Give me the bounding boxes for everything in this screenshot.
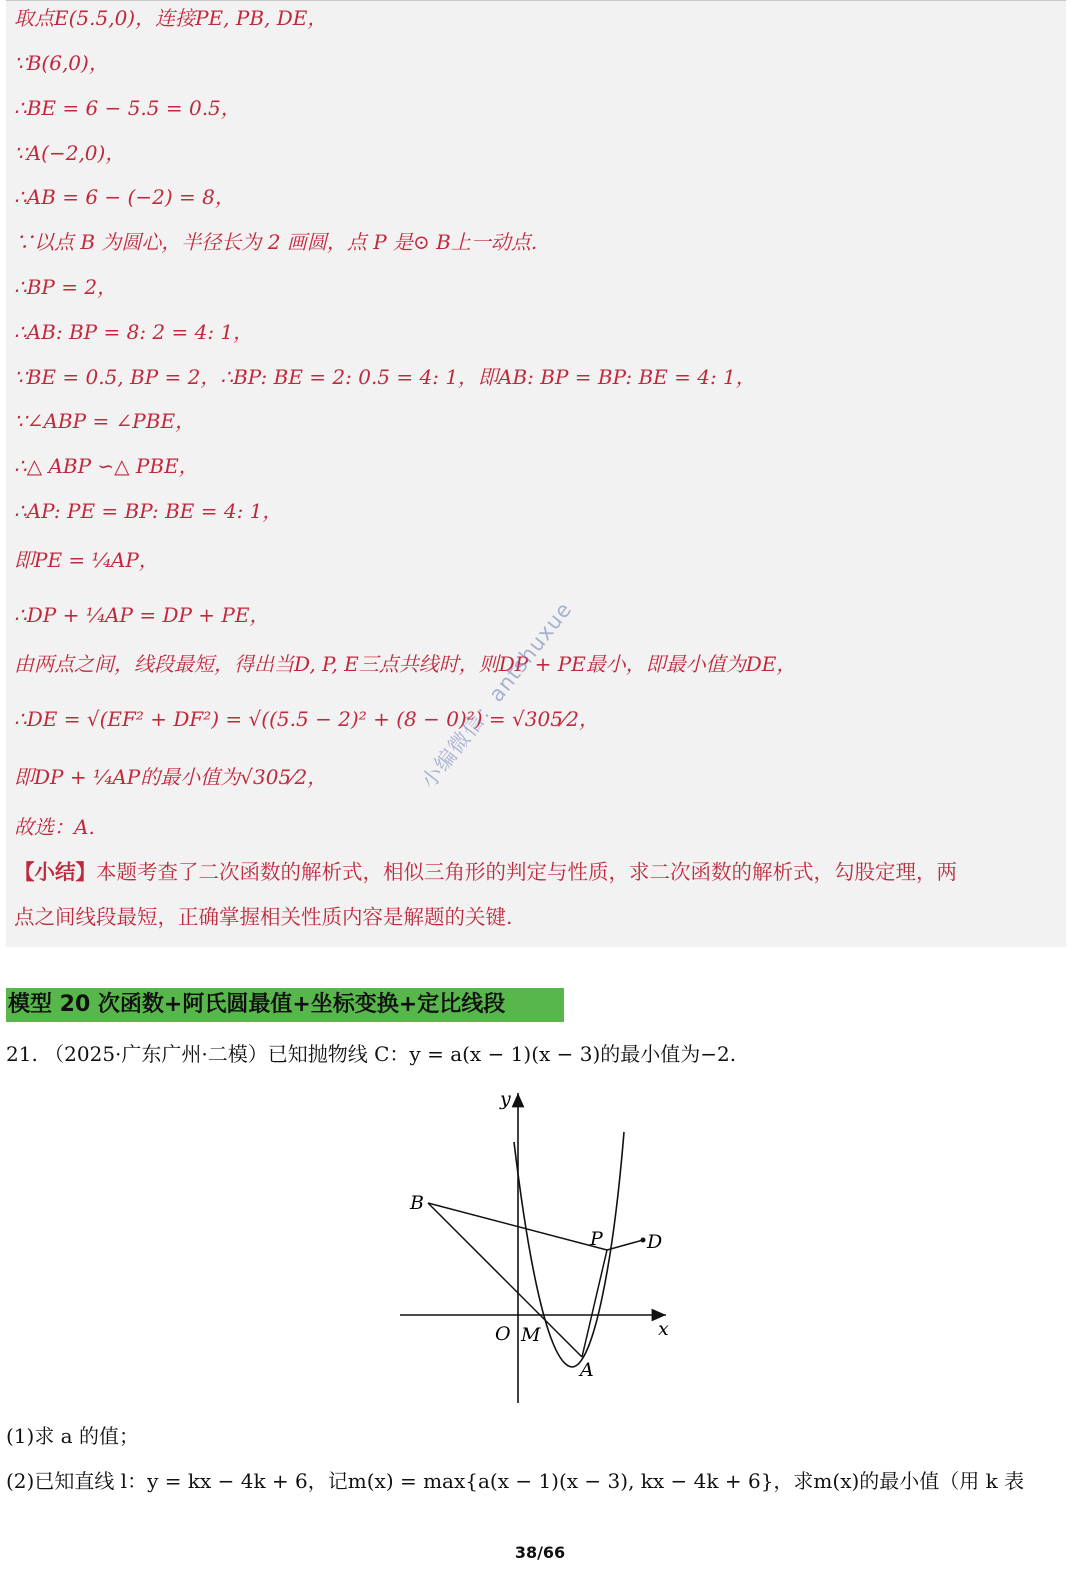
label-m: M <box>521 1324 541 1346</box>
solution-line: 故选：A. <box>14 815 95 839</box>
solution-line: 即PE = ¹⁄₄AP， <box>14 548 159 572</box>
segment-a-p <box>582 1250 607 1357</box>
solution-line: 即DP + ¹⁄₄AP的最小值为√305⁄2， <box>14 765 328 789</box>
solution-line: ∵A(−2,0)， <box>14 141 126 165</box>
solution-line: ∵B(6,0)， <box>14 51 109 75</box>
solution-line: ∴△ ABP ∽△ PBE， <box>14 454 199 478</box>
summary-line: 点之间线段最短，正确掌握相关性质内容是解题的关键. <box>14 905 513 929</box>
solution-line: ∵以点 B 为圆心，半径长为 2 画圆，点 P 是⊙ B上一动点. <box>14 230 538 254</box>
solution-line: ∴BE = 6 − 5.5 = 0.5， <box>14 96 241 120</box>
solution-line: ∵BE = 0.5, BP = 2，∴BP: BE = 2: 0.5 = 4: 1，即AB: BP = BP: BE = 4: 1， <box>14 365 756 389</box>
label-b: B <box>410 1192 424 1214</box>
page-number: 38/66 <box>514 1543 566 1562</box>
label-p: P <box>590 1228 603 1250</box>
label-y: y <box>500 1088 511 1110</box>
solution-box <box>6 0 1066 947</box>
summary-line <box>14 858 957 886</box>
label-d: D <box>647 1231 663 1253</box>
solution-line: ∴AP: PE = BP: BE = 4: 1， <box>14 499 283 523</box>
summary-text: 本题考查了二次函数的解析式，相似三角形的判定与性质，求二次函数的解析式，勾股定理，两 <box>96 860 957 884</box>
solution-line: 由两点之间，线段最短，得出当D, P, E三点共线时，则DP + PE最小，即最小值为DE， <box>14 652 797 676</box>
solution-line: ∴AB: BP = 8: 2 = 4: 1， <box>14 320 254 344</box>
point-d <box>641 1238 646 1243</box>
summary-tag: 【小结】 <box>14 860 96 884</box>
solution-line: ∵∠ABP = ∠PBE， <box>14 409 196 433</box>
question-stem: 21. （2025·广东广州·二模）已知抛物线 C：y = a(x − 1)(x − 3)的最小值为−2. <box>6 1042 737 1066</box>
label-x: x <box>658 1318 669 1340</box>
label-o: O <box>495 1323 511 1345</box>
solution-line: ∴BP = 2， <box>14 275 118 299</box>
question-part-2: (2)已知直线 l：y = kx − 4k + 6，记m(x) = max{a(x − 1)(x − 3), kx − 4k + 6}，求m(x)的最小值（用 k 表 <box>6 1469 1025 1493</box>
watermark: 小编微信：antshuxue <box>416 597 577 794</box>
label-a: A <box>580 1359 594 1381</box>
model-heading: 模型 20 次函数+阿氏圆最值+坐标变换+定比线段 <box>6 988 564 1022</box>
question-part-1: (1)求 a 的值； <box>6 1424 139 1448</box>
solution-line: ∴DE = √(EF² + DF²) = √((5.5 − 2)² + (8 − 0)²) = √305⁄2， <box>14 707 599 731</box>
solution-line: ∴DP + ¹⁄₄AP = DP + PE， <box>14 603 270 627</box>
solution-line: ∴AB = 6 − (−2) = 8， <box>14 185 235 209</box>
solution-line: 取点E(5.5,0)，连接PE, PB, DE， <box>14 6 328 30</box>
parabola-figure <box>390 1085 690 1410</box>
